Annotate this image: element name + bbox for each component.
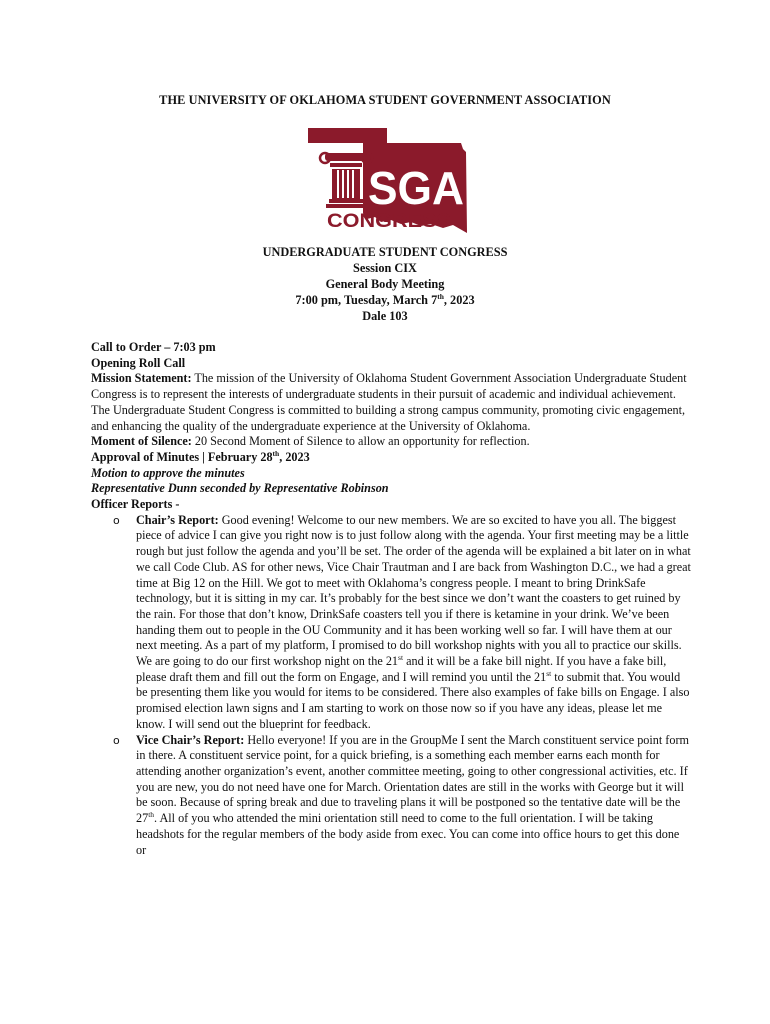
vice-chair-report: o Vice Chair’s Report: Hello everyone! If you are in the GroupMe I sent the March constituent service point form in there. A constituent service point, for a quick briefing, is a something each member earns each month for attending another organization’s event, another committee meeting, going to other congressional activities, etc. If you are new, you do not need have one for March. Orientation dates are still in the works with George but it will be soon. Because of spring break and due to traveling plans it will be postponed so the tentative date will be the 27th. All of you who attended the mini orientation still need to come to the full orientation. I will be taking headshots for the regular members of the body aside from exec. You can come into office hours to get this done or [113, 732, 689, 857]
approval-of-minutes: Approval of Minutes | February 28th, 2023 [91, 448, 310, 464]
session-number: Session CIX [353, 261, 417, 275]
meeting-header [0, 244, 770, 324]
meeting-datetime: 7:00 pm, Tuesday, March 7th, 2023 [295, 291, 475, 307]
minutes-body [91, 340, 691, 858]
call-to-order: Call to Order – 7:03 pm [91, 340, 216, 354]
opening-roll-call: Opening Roll Call [91, 355, 186, 370]
chair-report: o Chair’s Report: Good evening! Welcome to our new members. We are so excited to have you all. The biggest piece of advice I can give you right now is to just follow along with the agenda. Your first meeting may be a little rough but just follow the agenda and you’ll be set. The order of the agenda will be explained a bit later on in what we call Code Club. AS for other news, Vice Chair Trautman and I are back from Washington D.C., we had a great time at Big 12 on the Hill. We got to meet with Oklahoma’s congress people. I meant to bring DrinkSafe technology, but it is sitting in my car. It’s probably for the best since we don’t want the coasters to get ruined by the rain. For those that don’t know, DrinkSafe coasters tell you if there is ketamine in your drink. We’ve been handing them out to people in the OU Community and it has been working well so far. I will have them at our next meeting. As a part of my platform, I promised to do bill workshop nights with you all to practice our skills. We are going to do our first workshop night on the 21st and it will be a fake bill night. If you have a fake bill, please draft them and fill out the form on Engage, and I will remind you until the 21st to submit that. You would be presenting them like you would for items to be considered. There also examples of fake bills on Engage. I also promised election lawn signs and I am starting to work on those now so if you have any ideas, please let me know. I will send out the blueprint for feedback. [113, 512, 691, 731]
officer-reports-heading: Officer Reports - [91, 497, 180, 512]
moment-of-silence: Moment of Silence: 20 Second Moment of Silence to allow an opportunity for reflection. [91, 434, 530, 449]
bullet-icon: o [113, 733, 120, 747]
congress-name: UNDERGRADUATE STUDENT CONGRESS [262, 245, 508, 259]
seconded-text: Representative Dunn seconded by Representative Robinson [91, 481, 389, 496]
mission-statement: Mission Statement: The mission of the University of Oklahoma Student Government Association Undergraduate Student Congress is to represent the interests of undergraduate students in their pursuit of academic and individual achievement. The Undergraduate Student Congress is committed to building a strong campus community, promoting civic engagement, and enhancing the quality of the undergraduate experience at the University of Oklahoma. [91, 371, 687, 433]
logo-sga-text: SGA [368, 162, 464, 214]
bullet-icon: o [113, 513, 120, 527]
meeting-location: Dale 103 [362, 309, 408, 323]
column-capital [325, 153, 367, 161]
logo-congress-text: CONGRESS [327, 211, 451, 232]
motion-text: Motion to approve the minutes [91, 465, 245, 480]
meeting-type: General Body Meeting [325, 277, 445, 291]
column-shaft [332, 169, 360, 199]
sga-congress-logo [303, 125, 473, 233]
organization-title: THE UNIVERSITY OF OKLAHOMA STUDENT GOVERNMENT ASSOCIATION [159, 93, 611, 107]
